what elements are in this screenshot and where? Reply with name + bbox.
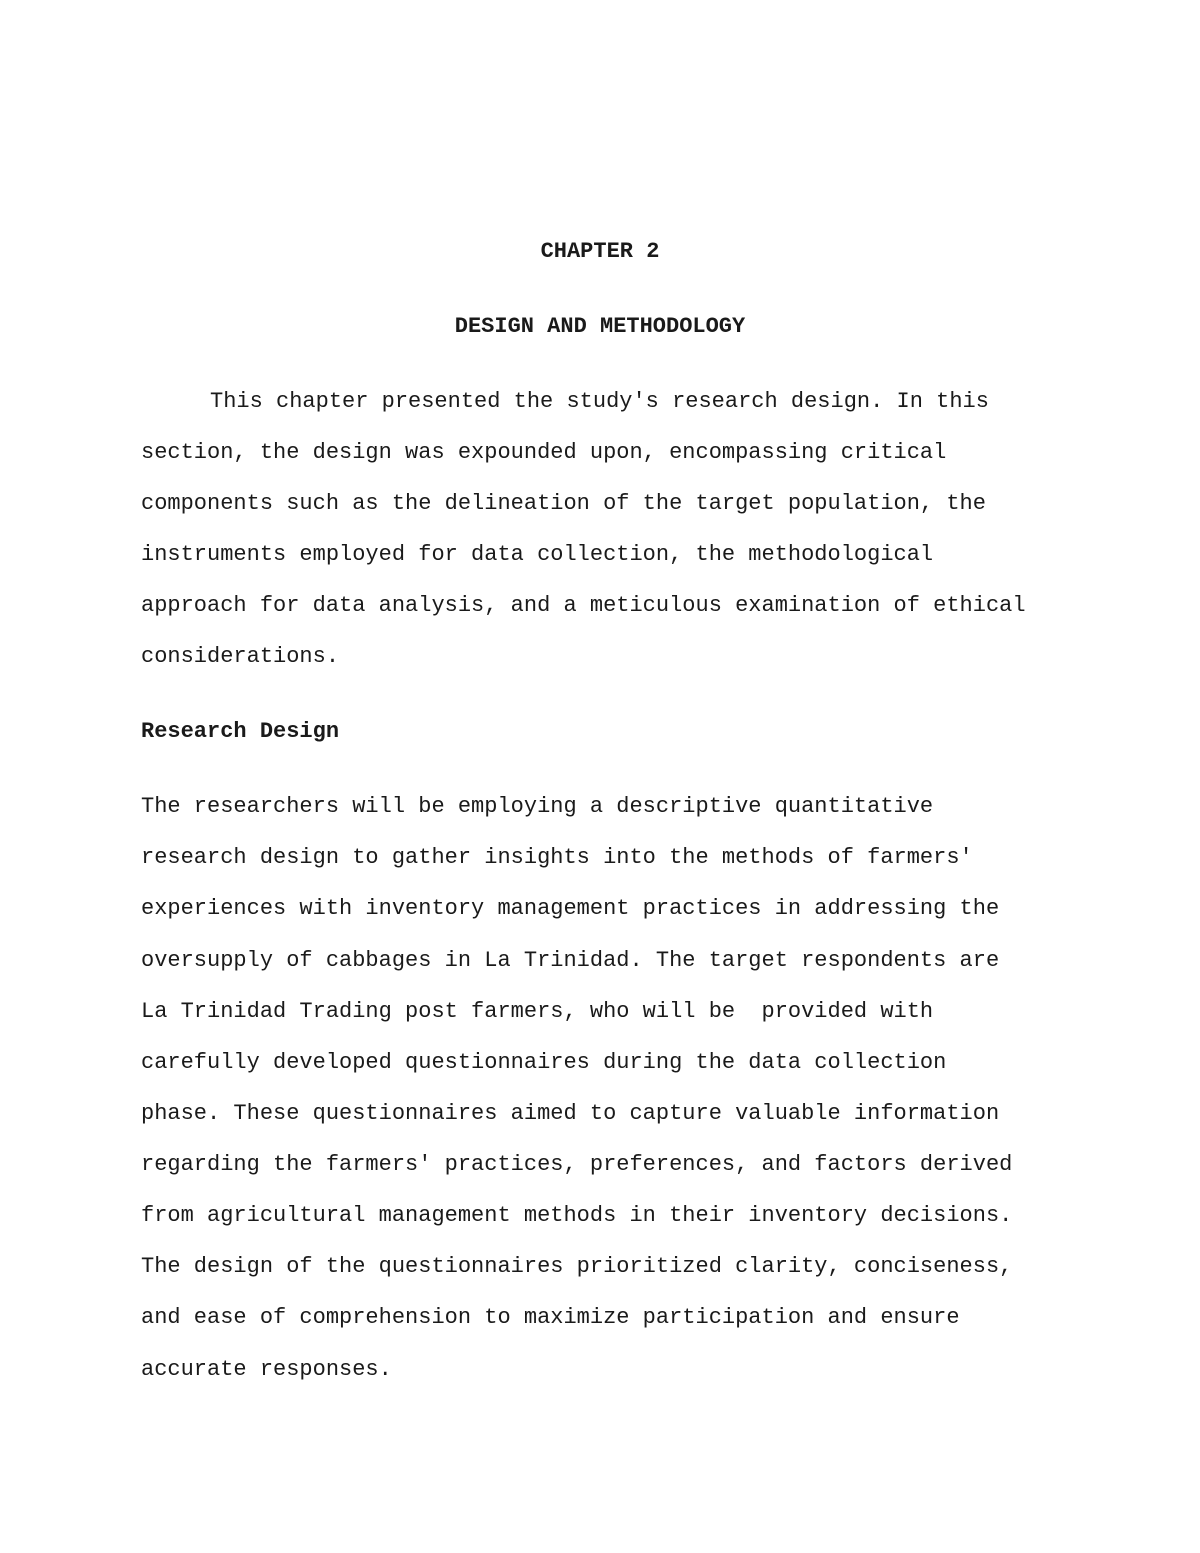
section-line: regarding the farmers' practices, preferences, and factors derived [141, 1152, 1013, 1177]
section-line: carefully developed questionnaires during the data collection [141, 1050, 947, 1075]
intro-line: This chapter presented the study's research design. In this [210, 389, 989, 414]
intro-line: instruments employed for data collection, the methodological [141, 542, 934, 567]
chapter-label: CHAPTER 2 [540, 239, 660, 264]
section-line: The researchers will be employing a descriptive quantitative [141, 794, 934, 819]
section-line: La Trinidad Trading post farmers, who will be provided with [141, 999, 934, 1024]
chapter-title: DESIGN AND METHODOLOGY [454, 314, 746, 339]
intro-line: components such as the delineation of the target population, the [141, 491, 986, 516]
section-line: accurate responses. [141, 1357, 392, 1382]
section-line: phase. These questionnaires aimed to capture valuable information [141, 1101, 1000, 1126]
section-line: from agricultural management methods in their inventory decisions. [141, 1203, 1013, 1228]
section-heading: Research Design [141, 719, 340, 744]
intro-line: approach for data analysis, and a meticulous examination of ethical [141, 593, 1026, 618]
intro-line: section, the design was expounded upon, encompassing critical [141, 440, 947, 465]
intro-line: considerations. [141, 644, 340, 669]
section-line: experiences with inventory management practices in addressing the [141, 896, 1000, 921]
section-line: and ease of comprehension to maximize participation and ensure [141, 1305, 960, 1330]
section-line: research design to gather insights into the methods of farmers' [141, 845, 973, 870]
section-line: The design of the questionnaires prioritized clarity, conciseness, [141, 1254, 1013, 1279]
section-line: oversupply of cabbages in La Trinidad. The target respondents are [141, 948, 1000, 973]
